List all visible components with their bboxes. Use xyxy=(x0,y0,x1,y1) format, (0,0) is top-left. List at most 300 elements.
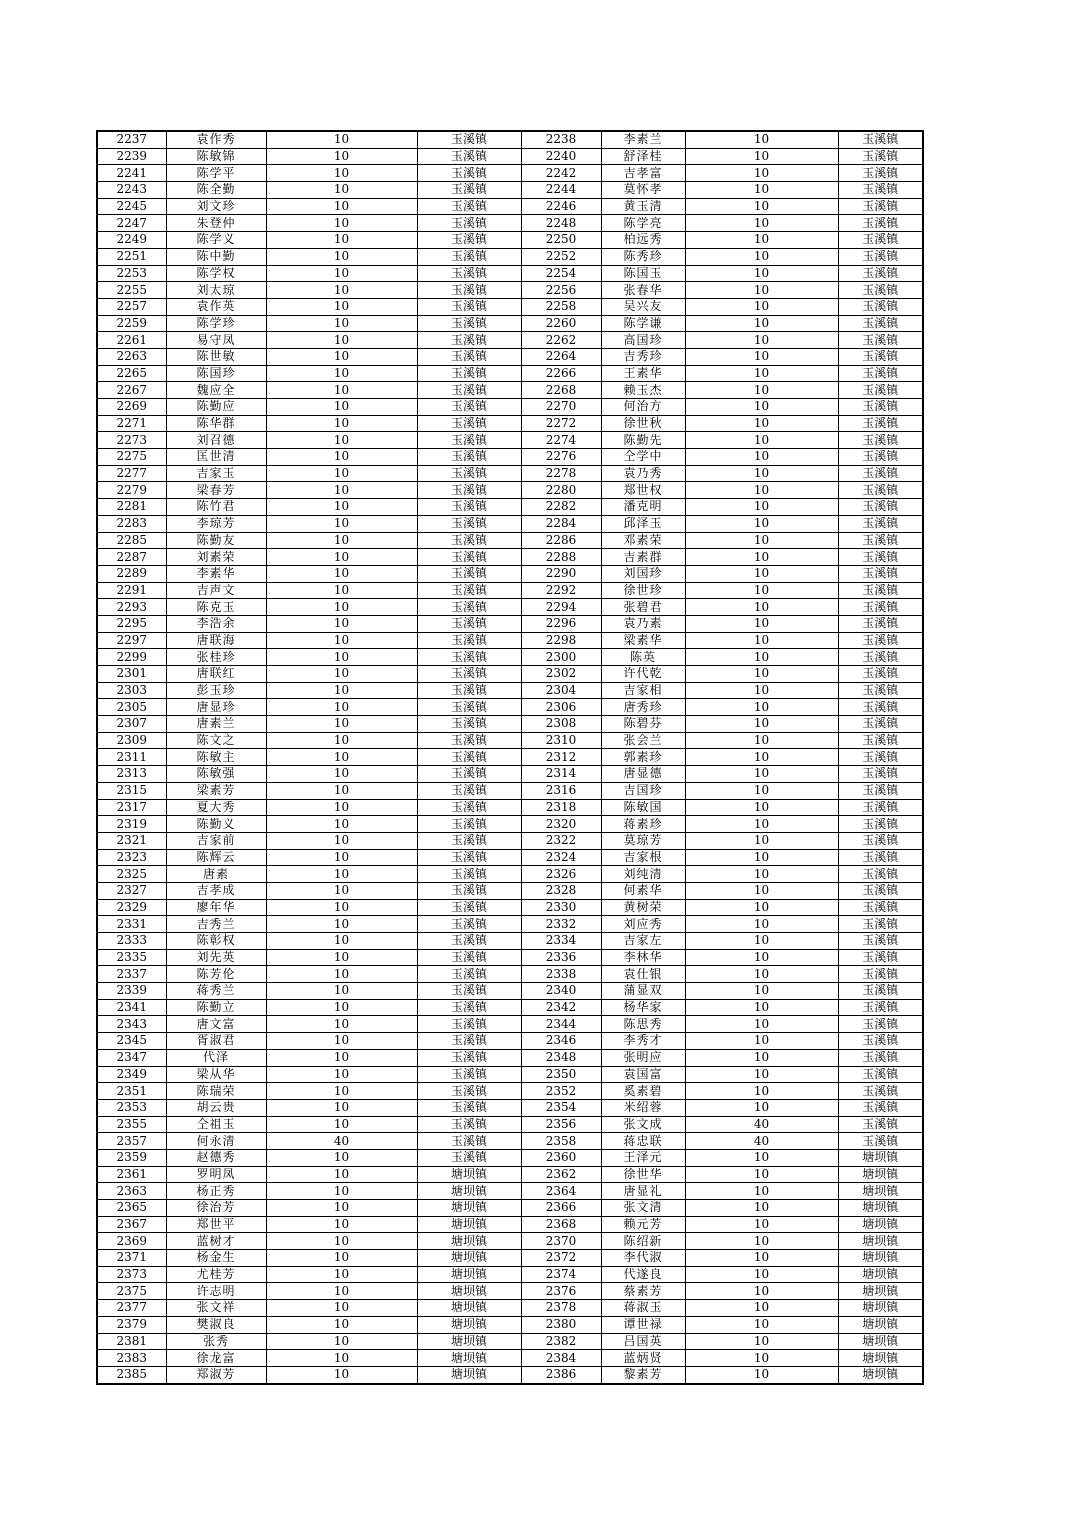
name-cell: 郑世权 xyxy=(601,482,685,499)
town-cell: 玉溪镇 xyxy=(838,682,923,699)
town-cell: 玉溪镇 xyxy=(838,131,923,148)
serial-number-cell: 2369 xyxy=(97,1233,166,1250)
name-cell: 吉家相 xyxy=(601,682,685,699)
amount-cell: 10 xyxy=(266,1233,417,1250)
town-cell: 玉溪镇 xyxy=(838,599,923,616)
serial-number-cell: 2257 xyxy=(97,298,166,315)
name-cell: 陈学义 xyxy=(166,232,266,249)
name-cell: 陈全勤 xyxy=(166,182,266,199)
amount-cell: 10 xyxy=(685,582,838,599)
amount-cell: 10 xyxy=(266,899,417,916)
serial-number-cell: 2348 xyxy=(521,1049,601,1066)
town-cell: 玉溪镇 xyxy=(838,399,923,416)
town-cell: 玉溪镇 xyxy=(417,265,521,282)
amount-cell: 10 xyxy=(266,432,417,449)
serial-number-cell: 2335 xyxy=(97,949,166,966)
amount-cell: 10 xyxy=(266,749,417,766)
serial-number-cell: 2274 xyxy=(521,432,601,449)
town-cell: 玉溪镇 xyxy=(417,131,521,148)
serial-number-cell: 2237 xyxy=(97,131,166,148)
serial-number-cell: 2373 xyxy=(97,1266,166,1283)
serial-number-cell: 2268 xyxy=(521,382,601,399)
name-cell: 赵德秀 xyxy=(166,1149,266,1166)
amount-cell: 10 xyxy=(266,499,417,516)
serial-number-cell: 2243 xyxy=(97,182,166,199)
amount-cell: 10 xyxy=(685,1333,838,1350)
amount-cell: 10 xyxy=(266,348,417,365)
serial-number-cell: 2253 xyxy=(97,265,166,282)
table-row xyxy=(97,699,923,716)
table-row xyxy=(97,649,923,666)
serial-number-cell: 2381 xyxy=(97,1333,166,1350)
amount-cell: 10 xyxy=(685,832,838,849)
table-row xyxy=(97,465,923,482)
table-row xyxy=(97,1133,923,1150)
amount-cell: 10 xyxy=(266,1300,417,1317)
amount-cell: 10 xyxy=(266,1333,417,1350)
serial-number-cell: 2360 xyxy=(521,1149,601,1166)
serial-number-cell: 2286 xyxy=(521,532,601,549)
amount-cell: 10 xyxy=(266,482,417,499)
name-cell: 彭玉珍 xyxy=(166,682,266,699)
town-cell: 玉溪镇 xyxy=(417,515,521,532)
serial-number-cell: 2365 xyxy=(97,1200,166,1217)
name-cell: 唐显礼 xyxy=(601,1183,685,1200)
town-cell: 塘坝镇 xyxy=(838,1200,923,1217)
serial-number-cell: 2337 xyxy=(97,966,166,983)
amount-cell: 10 xyxy=(685,1283,838,1300)
name-cell: 徐世珍 xyxy=(601,582,685,599)
town-cell: 玉溪镇 xyxy=(838,1133,923,1150)
amount-cell: 10 xyxy=(266,1200,417,1217)
name-cell: 夏大秀 xyxy=(166,799,266,816)
serial-number-cell: 2313 xyxy=(97,766,166,783)
name-cell: 胥淑君 xyxy=(166,1033,266,1050)
amount-cell: 10 xyxy=(266,599,417,616)
town-cell: 塘坝镇 xyxy=(838,1183,923,1200)
town-cell: 玉溪镇 xyxy=(417,766,521,783)
amount-cell: 10 xyxy=(266,799,417,816)
name-cell: 吕国英 xyxy=(601,1333,685,1350)
name-cell: 吉家前 xyxy=(166,832,266,849)
town-cell: 玉溪镇 xyxy=(417,232,521,249)
data-table xyxy=(96,130,924,1385)
serial-number-cell: 2260 xyxy=(521,315,601,332)
table-row xyxy=(97,716,923,733)
table-row xyxy=(97,782,923,799)
name-cell: 奚素碧 xyxy=(601,1083,685,1100)
name-cell: 陈英 xyxy=(601,649,685,666)
town-cell: 玉溪镇 xyxy=(417,1116,521,1133)
name-cell: 陈学珍 xyxy=(166,315,266,332)
amount-cell: 10 xyxy=(266,732,417,749)
amount-cell: 10 xyxy=(685,1099,838,1116)
town-cell: 玉溪镇 xyxy=(417,315,521,332)
town-cell: 玉溪镇 xyxy=(417,1049,521,1066)
name-cell: 陈勤先 xyxy=(601,432,685,449)
serial-number-cell: 2344 xyxy=(521,1016,601,1033)
amount-cell: 10 xyxy=(266,565,417,582)
serial-number-cell: 2338 xyxy=(521,966,601,983)
name-cell: 张碧君 xyxy=(601,599,685,616)
amount-cell: 10 xyxy=(685,916,838,933)
amount-cell: 10 xyxy=(685,465,838,482)
serial-number-cell: 2258 xyxy=(521,298,601,315)
serial-number-cell: 2285 xyxy=(97,532,166,549)
serial-number-cell: 2269 xyxy=(97,399,166,416)
amount-cell: 10 xyxy=(266,1266,417,1283)
name-cell: 陈文之 xyxy=(166,732,266,749)
amount-cell: 10 xyxy=(266,382,417,399)
serial-number-cell: 2261 xyxy=(97,332,166,349)
amount-cell: 10 xyxy=(685,699,838,716)
table-row xyxy=(97,849,923,866)
town-cell: 塘坝镇 xyxy=(417,1283,521,1300)
name-cell: 唐秀珍 xyxy=(601,699,685,716)
amount-cell: 10 xyxy=(685,315,838,332)
amount-cell: 10 xyxy=(685,682,838,699)
town-cell: 玉溪镇 xyxy=(838,282,923,299)
serial-number-cell: 2297 xyxy=(97,632,166,649)
town-cell: 玉溪镇 xyxy=(838,699,923,716)
serial-number-cell: 2343 xyxy=(97,1016,166,1033)
town-cell: 玉溪镇 xyxy=(417,182,521,199)
name-cell: 唐显珍 xyxy=(166,699,266,716)
amount-cell: 10 xyxy=(266,148,417,165)
serial-number-cell: 2299 xyxy=(97,649,166,666)
serial-number-cell: 2370 xyxy=(521,1233,601,1250)
name-cell: 梁从华 xyxy=(166,1066,266,1083)
name-cell: 唐素兰 xyxy=(166,716,266,733)
serial-number-cell: 2320 xyxy=(521,816,601,833)
table-row xyxy=(97,1250,923,1267)
town-cell: 玉溪镇 xyxy=(838,532,923,549)
table-row xyxy=(97,499,923,516)
serial-number-cell: 2283 xyxy=(97,515,166,532)
serial-number-cell: 2341 xyxy=(97,999,166,1016)
amount-cell: 10 xyxy=(685,348,838,365)
town-cell: 塘坝镇 xyxy=(417,1183,521,1200)
town-cell: 玉溪镇 xyxy=(838,582,923,599)
serial-number-cell: 2332 xyxy=(521,916,601,933)
name-cell: 陈勤义 xyxy=(166,816,266,833)
amount-cell: 10 xyxy=(266,182,417,199)
serial-number-cell: 2291 xyxy=(97,582,166,599)
name-cell: 李素兰 xyxy=(601,131,685,148)
amount-cell: 10 xyxy=(685,766,838,783)
serial-number-cell: 2359 xyxy=(97,1149,166,1166)
amount-cell: 10 xyxy=(266,332,417,349)
serial-number-cell: 2385 xyxy=(97,1366,166,1383)
name-cell: 蓝树才 xyxy=(166,1233,266,1250)
town-cell: 玉溪镇 xyxy=(417,716,521,733)
table-row xyxy=(97,298,923,315)
town-cell: 玉溪镇 xyxy=(417,332,521,349)
table-row xyxy=(97,899,923,916)
town-cell: 玉溪镇 xyxy=(838,832,923,849)
table-row xyxy=(97,666,923,683)
amount-cell: 10 xyxy=(266,916,417,933)
name-cell: 柏远秀 xyxy=(601,232,685,249)
serial-number-cell: 2272 xyxy=(521,415,601,432)
name-cell: 梁素芳 xyxy=(166,782,266,799)
name-cell: 王泽元 xyxy=(601,1149,685,1166)
name-cell: 梁春芳 xyxy=(166,482,266,499)
table-row xyxy=(97,933,923,950)
name-cell: 李素华 xyxy=(166,565,266,582)
town-cell: 玉溪镇 xyxy=(838,782,923,799)
amount-cell: 10 xyxy=(266,682,417,699)
serial-number-cell: 2317 xyxy=(97,799,166,816)
name-cell: 潘克明 xyxy=(601,499,685,516)
name-cell: 刘太琼 xyxy=(166,282,266,299)
amount-cell: 10 xyxy=(266,1183,417,1200)
serial-number-cell: 2377 xyxy=(97,1300,166,1317)
amount-cell: 10 xyxy=(266,782,417,799)
serial-number-cell: 2280 xyxy=(521,482,601,499)
serial-number-cell: 2342 xyxy=(521,999,601,1016)
serial-number-cell: 2307 xyxy=(97,716,166,733)
amount-cell: 10 xyxy=(266,1250,417,1267)
name-cell: 罗明凤 xyxy=(166,1166,266,1183)
name-cell: 高国珍 xyxy=(601,332,685,349)
table-row xyxy=(97,1116,923,1133)
town-cell: 塘坝镇 xyxy=(838,1149,923,1166)
town-cell: 玉溪镇 xyxy=(417,699,521,716)
name-cell: 何永清 xyxy=(166,1133,266,1150)
amount-cell: 10 xyxy=(685,532,838,549)
town-cell: 玉溪镇 xyxy=(417,866,521,883)
town-cell: 玉溪镇 xyxy=(838,1049,923,1066)
table-row xyxy=(97,1333,923,1350)
town-cell: 玉溪镇 xyxy=(838,415,923,432)
name-cell: 陈敏主 xyxy=(166,749,266,766)
table-row xyxy=(97,983,923,1000)
town-cell: 玉溪镇 xyxy=(417,1083,521,1100)
name-cell: 杨金生 xyxy=(166,1250,266,1267)
amount-cell: 10 xyxy=(685,1266,838,1283)
town-cell: 玉溪镇 xyxy=(838,966,923,983)
name-cell: 何治方 xyxy=(601,399,685,416)
serial-number-cell: 2356 xyxy=(521,1116,601,1133)
name-cell: 张秀 xyxy=(166,1333,266,1350)
name-cell: 陈彰权 xyxy=(166,933,266,950)
amount-cell: 10 xyxy=(685,599,838,616)
town-cell: 玉溪镇 xyxy=(417,148,521,165)
table-row xyxy=(97,532,923,549)
town-cell: 玉溪镇 xyxy=(417,732,521,749)
name-cell: 张文成 xyxy=(601,1116,685,1133)
amount-cell: 10 xyxy=(266,465,417,482)
name-cell: 陈学权 xyxy=(166,265,266,282)
serial-number-cell: 2278 xyxy=(521,465,601,482)
name-cell: 胡云贵 xyxy=(166,1099,266,1116)
town-cell: 塘坝镇 xyxy=(417,1333,521,1350)
serial-number-cell: 2294 xyxy=(521,599,601,616)
name-cell: 陈学谦 xyxy=(601,315,685,332)
serial-number-cell: 2312 xyxy=(521,749,601,766)
town-cell: 玉溪镇 xyxy=(417,465,521,482)
amount-cell: 10 xyxy=(266,983,417,1000)
town-cell: 玉溪镇 xyxy=(838,165,923,182)
amount-cell: 10 xyxy=(266,866,417,883)
name-cell: 陈敏强 xyxy=(166,766,266,783)
amount-cell: 10 xyxy=(266,215,417,232)
town-cell: 玉溪镇 xyxy=(838,348,923,365)
serial-number-cell: 2334 xyxy=(521,933,601,950)
amount-cell: 10 xyxy=(266,766,417,783)
amount-cell: 10 xyxy=(685,282,838,299)
name-cell: 张桂珍 xyxy=(166,649,266,666)
town-cell: 玉溪镇 xyxy=(417,849,521,866)
amount-cell: 10 xyxy=(685,515,838,532)
serial-number-cell: 2248 xyxy=(521,215,601,232)
name-cell: 王素华 xyxy=(601,365,685,382)
town-cell: 玉溪镇 xyxy=(838,365,923,382)
town-cell: 玉溪镇 xyxy=(838,799,923,816)
name-cell: 廖年华 xyxy=(166,899,266,916)
amount-cell: 10 xyxy=(266,248,417,265)
table-row xyxy=(97,615,923,632)
serial-number-cell: 2325 xyxy=(97,866,166,883)
amount-cell: 10 xyxy=(685,666,838,683)
name-cell: 李琼芳 xyxy=(166,515,266,532)
town-cell: 玉溪镇 xyxy=(838,382,923,399)
town-cell: 玉溪镇 xyxy=(417,365,521,382)
name-cell: 杨正秀 xyxy=(166,1183,266,1200)
amount-cell: 10 xyxy=(685,899,838,916)
name-cell: 赖玉杰 xyxy=(601,382,685,399)
town-cell: 塘坝镇 xyxy=(838,1333,923,1350)
serial-number-cell: 2267 xyxy=(97,382,166,399)
name-cell: 刘文珍 xyxy=(166,198,266,215)
town-cell: 玉溪镇 xyxy=(838,749,923,766)
amount-cell: 10 xyxy=(685,1216,838,1233)
town-cell: 玉溪镇 xyxy=(838,465,923,482)
serial-number-cell: 2363 xyxy=(97,1183,166,1200)
town-cell: 玉溪镇 xyxy=(838,182,923,199)
serial-number-cell: 2295 xyxy=(97,615,166,632)
table-row xyxy=(97,332,923,349)
serial-number-cell: 2366 xyxy=(521,1200,601,1217)
town-cell: 玉溪镇 xyxy=(838,916,923,933)
amount-cell: 10 xyxy=(266,582,417,599)
table-row xyxy=(97,916,923,933)
amount-cell: 10 xyxy=(685,716,838,733)
table-row xyxy=(97,549,923,566)
town-cell: 玉溪镇 xyxy=(838,148,923,165)
serial-number-cell: 2273 xyxy=(97,432,166,449)
town-cell: 玉溪镇 xyxy=(417,999,521,1016)
town-cell: 玉溪镇 xyxy=(838,565,923,582)
serial-number-cell: 2336 xyxy=(521,949,601,966)
amount-cell: 10 xyxy=(685,248,838,265)
amount-cell: 10 xyxy=(685,816,838,833)
name-cell: 袁作秀 xyxy=(166,131,266,148)
town-cell: 塘坝镇 xyxy=(417,1166,521,1183)
name-cell: 尤桂芳 xyxy=(166,1266,266,1283)
town-cell: 玉溪镇 xyxy=(417,666,521,683)
table-row xyxy=(97,265,923,282)
town-cell: 玉溪镇 xyxy=(417,649,521,666)
name-cell: 唐联海 xyxy=(166,632,266,649)
town-cell: 塘坝镇 xyxy=(838,1300,923,1317)
name-cell: 张会兰 xyxy=(601,732,685,749)
name-cell: 唐联红 xyxy=(166,666,266,683)
town-cell: 塘坝镇 xyxy=(838,1316,923,1333)
name-cell: 陈秀珍 xyxy=(601,248,685,265)
town-cell: 玉溪镇 xyxy=(417,565,521,582)
name-cell: 黄树荣 xyxy=(601,899,685,916)
name-cell: 陈勤应 xyxy=(166,399,266,416)
name-cell: 吉孝成 xyxy=(166,882,266,899)
name-cell: 匡世清 xyxy=(166,449,266,466)
town-cell: 玉溪镇 xyxy=(838,849,923,866)
serial-number-cell: 2333 xyxy=(97,933,166,950)
name-cell: 许志明 xyxy=(166,1283,266,1300)
table-row xyxy=(97,1149,923,1166)
serial-number-cell: 2311 xyxy=(97,749,166,766)
name-cell: 仝学中 xyxy=(601,449,685,466)
table-row xyxy=(97,766,923,783)
town-cell: 玉溪镇 xyxy=(417,549,521,566)
town-cell: 玉溪镇 xyxy=(417,1149,521,1166)
name-cell: 徐治芳 xyxy=(166,1200,266,1217)
amount-cell: 10 xyxy=(685,565,838,582)
name-cell: 陈思秀 xyxy=(601,1016,685,1033)
amount-cell: 10 xyxy=(266,832,417,849)
amount-cell: 10 xyxy=(266,298,417,315)
town-cell: 玉溪镇 xyxy=(838,315,923,332)
town-cell: 塘坝镇 xyxy=(417,1250,521,1267)
town-cell: 玉溪镇 xyxy=(838,632,923,649)
amount-cell: 10 xyxy=(685,1200,838,1217)
table-row xyxy=(97,131,923,148)
town-cell: 塘坝镇 xyxy=(417,1366,521,1383)
name-cell: 陈国玉 xyxy=(601,265,685,282)
amount-cell: 10 xyxy=(266,232,417,249)
amount-cell: 10 xyxy=(685,983,838,1000)
amount-cell: 10 xyxy=(685,866,838,883)
town-cell: 玉溪镇 xyxy=(417,799,521,816)
name-cell: 代遂良 xyxy=(601,1266,685,1283)
amount-cell: 10 xyxy=(685,1149,838,1166)
town-cell: 玉溪镇 xyxy=(838,649,923,666)
amount-cell: 10 xyxy=(266,933,417,950)
name-cell: 蒋忠联 xyxy=(601,1133,685,1150)
serial-number-cell: 2244 xyxy=(521,182,601,199)
name-cell: 舒泽桂 xyxy=(601,148,685,165)
town-cell: 玉溪镇 xyxy=(417,933,521,950)
amount-cell: 10 xyxy=(266,549,417,566)
table-row xyxy=(97,1066,923,1083)
name-cell: 吉家玉 xyxy=(166,465,266,482)
table-row xyxy=(97,482,923,499)
name-cell: 徐世华 xyxy=(601,1166,685,1183)
serial-number-cell: 2328 xyxy=(521,882,601,899)
town-cell: 玉溪镇 xyxy=(417,248,521,265)
name-cell: 唐文富 xyxy=(166,1016,266,1033)
serial-number-cell: 2353 xyxy=(97,1099,166,1116)
amount-cell: 10 xyxy=(685,499,838,516)
amount-cell: 10 xyxy=(266,649,417,666)
table-row xyxy=(97,382,923,399)
serial-number-cell: 2315 xyxy=(97,782,166,799)
table-row xyxy=(97,182,923,199)
serial-number-cell: 2310 xyxy=(521,732,601,749)
town-cell: 玉溪镇 xyxy=(838,1099,923,1116)
serial-number-cell: 2305 xyxy=(97,699,166,716)
